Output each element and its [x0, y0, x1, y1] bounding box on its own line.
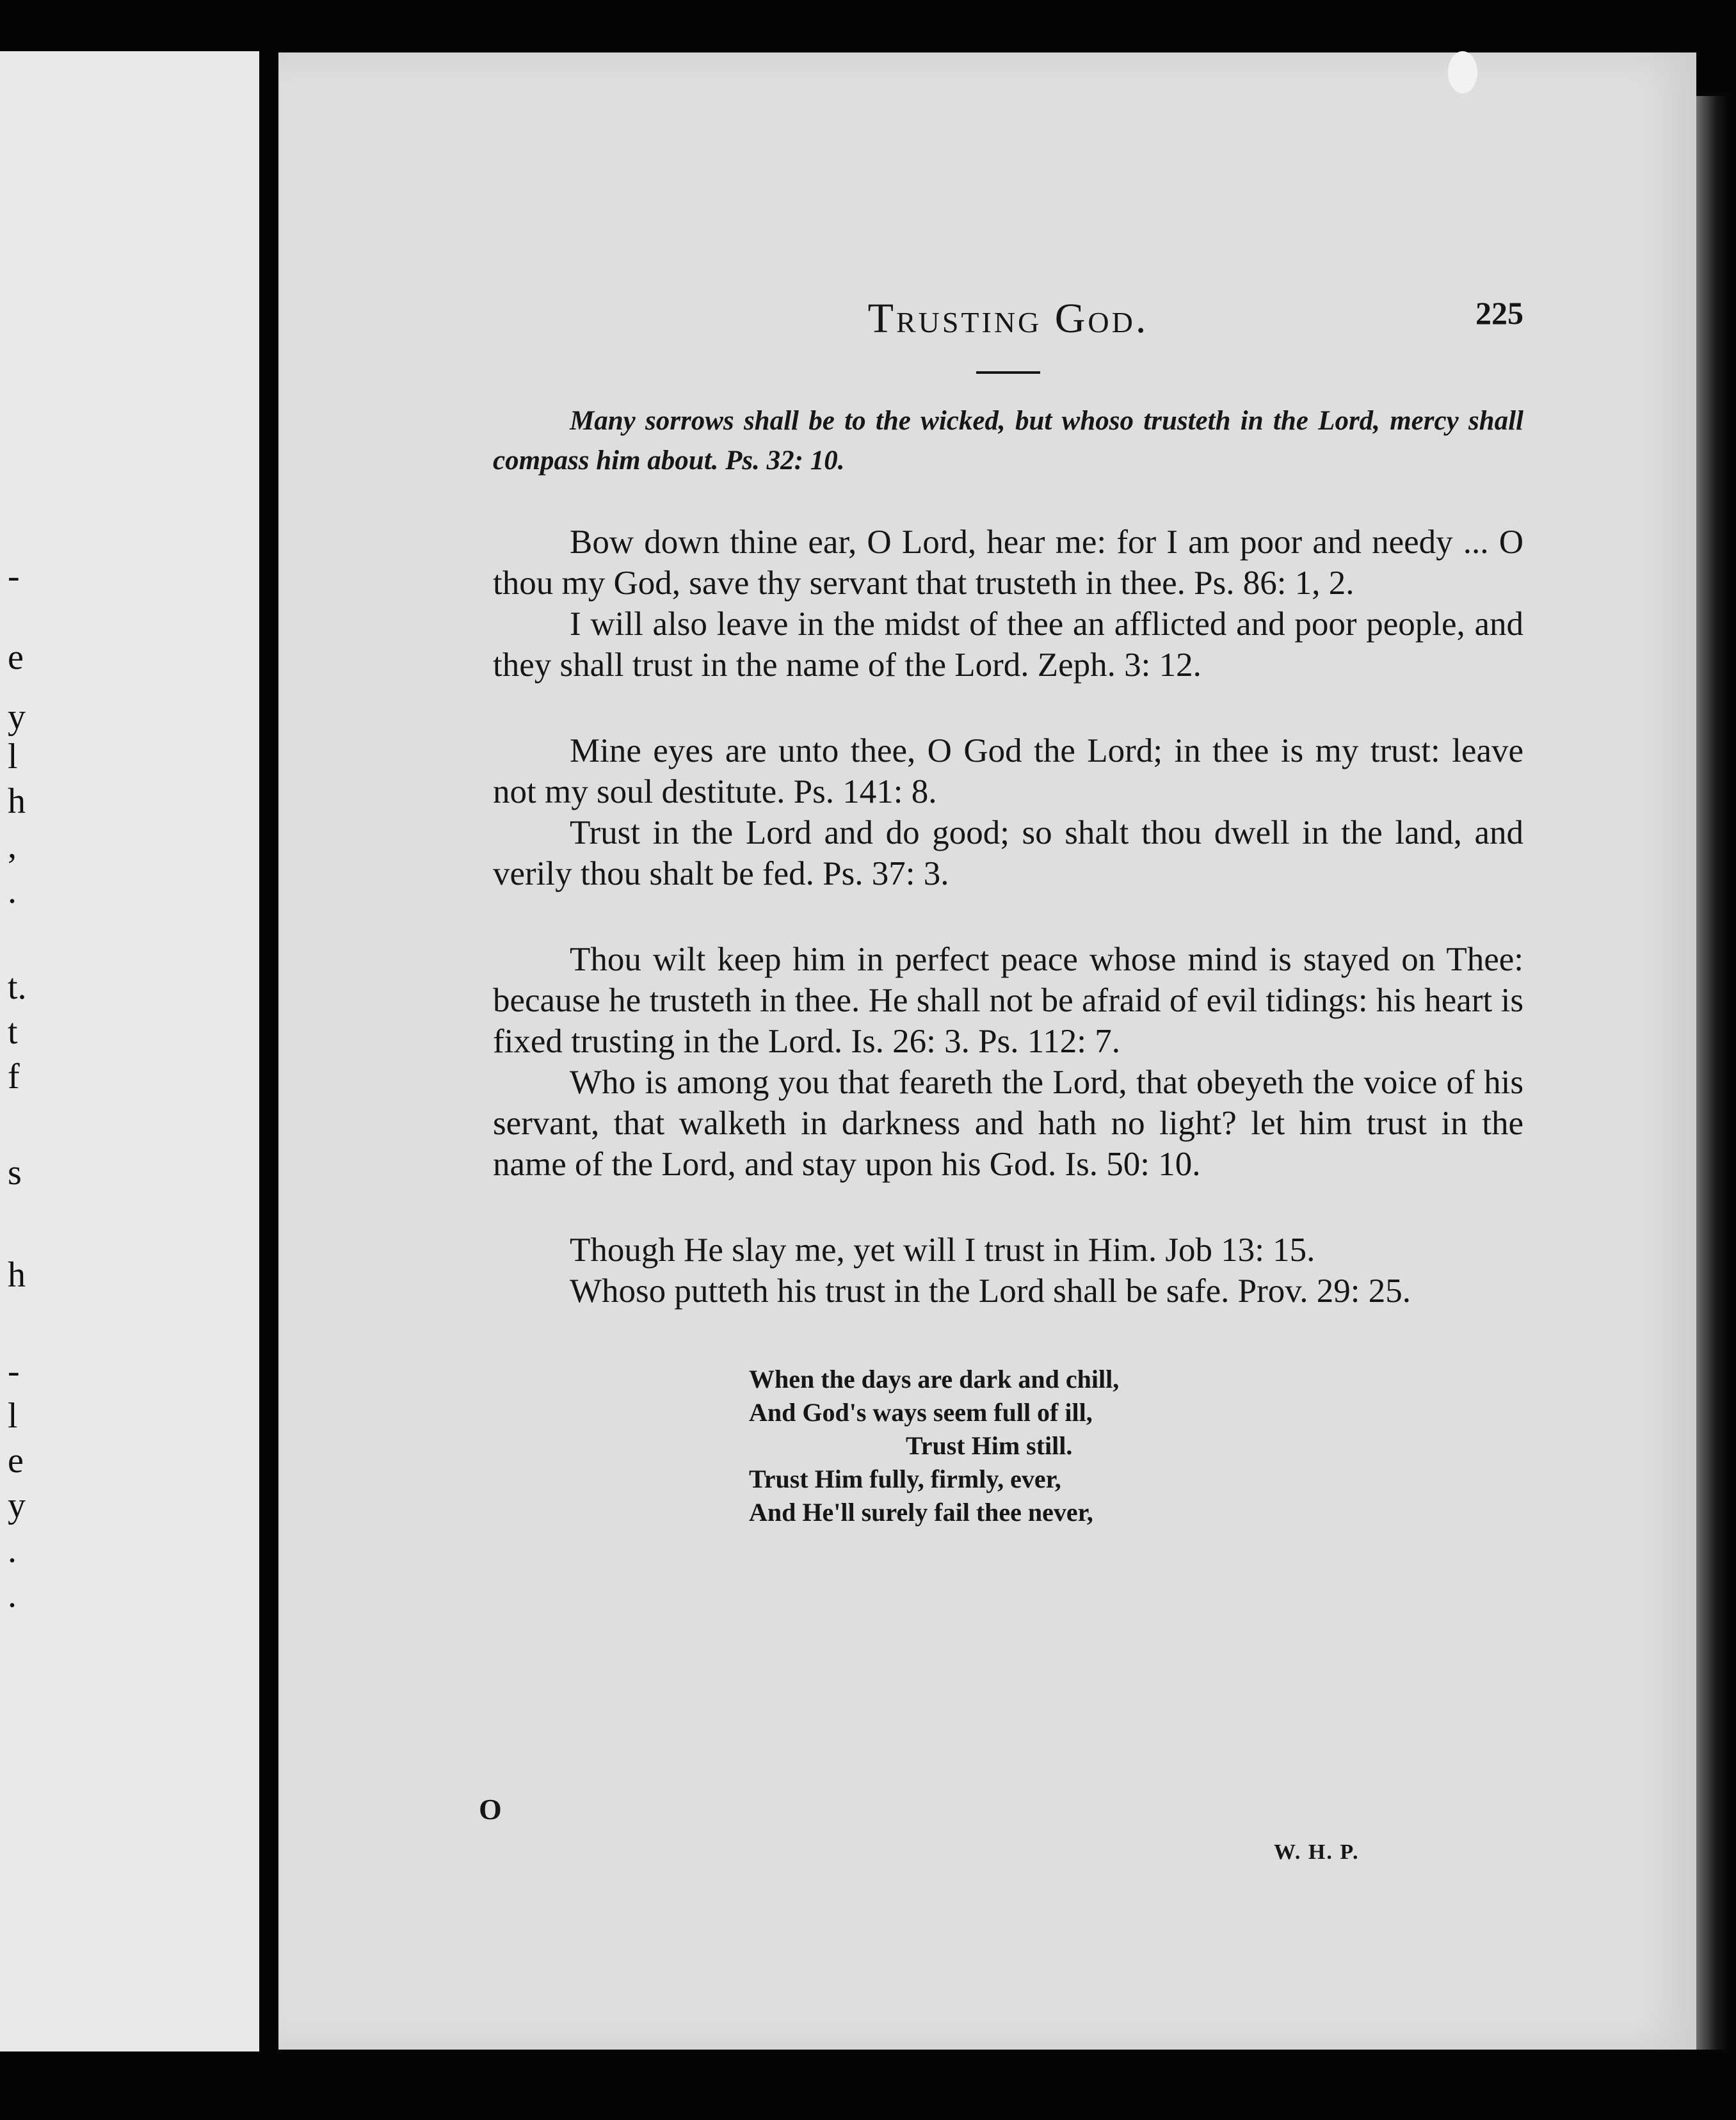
verse-paragraph: Bow down thine ear, O Lord, hear me: for I am poor and needy ... O thou my God, save thy servant that trusteth in thee. Ps. 86: 1, 2. — [493, 524, 1523, 602]
margin-fragment: y — [8, 697, 26, 737]
margin-fragment: t. — [8, 967, 27, 1007]
margin-fragment: y — [8, 1486, 26, 1525]
page-content — [493, 294, 1523, 1529]
margin-fragment: - — [8, 1351, 20, 1391]
verse-paragraph: I will also leave in the midst of thee an afflicted and poor people, and they shall trust in the name of the Lord. Zeph. 3: 12. — [493, 606, 1523, 684]
margin-fragment: f — [8, 1057, 20, 1096]
poem-line: And God's ways seem full of ill, — [749, 1398, 1093, 1427]
poem-line: When the days are dark and chill, — [749, 1365, 1120, 1393]
page-title: Trusting God. — [867, 295, 1149, 342]
poem-line: Trust Him still. — [906, 1431, 1073, 1460]
margin-fragment: . — [8, 1575, 17, 1615]
poem-line: Trust Him fully, firmly, ever, — [749, 1465, 1061, 1493]
binding-hole — [1448, 51, 1477, 93]
verse-paragraph: Whoso putteth his trust in the Lord shall be safe. Prov. 29: 25. — [570, 1273, 1411, 1310]
poem-line: And He'll surely fail thee never, — [749, 1498, 1093, 1527]
epigraph: Many sorrows shall be to the wicked, but whoso trusteth in the Lord, mercy shall compass him about. Ps. 32: 10. — [493, 406, 1523, 476]
verse-paragraph: Who is among you that feareth the Lord, that obeyeth the voice of his servant, that walketh in darkness and hath no light? let him trust in the name of the Lord, and stay upon his God. Is. 50: 10. — [493, 1064, 1523, 1183]
margin-fragment: - — [8, 556, 20, 596]
margin-fragment: e — [8, 638, 24, 677]
margin-fragment: l — [8, 737, 18, 776]
verse-paragraph: Trust in the Lord and do good; so shalt thou dwell in the land, and verily thou shalt be fed. Ps. 37: 3. — [493, 814, 1523, 892]
margin-fragment: t — [8, 1012, 18, 1052]
margin-fragment: h — [8, 1255, 26, 1295]
margin-fragment: e — [8, 1441, 24, 1481]
poem-author: W. H. P. — [1274, 1840, 1360, 1864]
page-edge-shadow — [1696, 96, 1728, 2055]
margin-fragment: s — [8, 1153, 22, 1192]
scan-border — [278, 2050, 1736, 2120]
verse-paragraph: Though He slay me, yet will I trust in Him. Job 13: 15. — [570, 1232, 1315, 1269]
paragraph-gap — [493, 686, 1523, 730]
printer-mark: O — [479, 1793, 502, 1826]
margin-fragment: h — [8, 782, 26, 821]
title-rule — [976, 371, 1040, 374]
margin-fragment: , — [8, 826, 17, 866]
page-number: 225 — [1475, 295, 1523, 331]
facing-page-edge — [0, 51, 259, 2052]
paragraph-gap — [493, 1185, 1523, 1230]
verse-paragraph: Thou wilt keep him in perfect peace whose mind is stayed on Thee: because he trusteth in thee. He shall not be afraid of evil tidings: his heart is fixed trusting in the Lord. Is. 26: 3. Ps. 112: 7. — [493, 941, 1523, 1060]
margin-fragment: . — [8, 871, 17, 911]
verse-paragraph: Mine eyes are unto thee, O God the Lord; in thee is my trust: leave not my soul destitute. Ps. 141: 8. — [493, 732, 1523, 810]
running-head — [493, 294, 1523, 371]
poem — [749, 1363, 1325, 1529]
paragraph-gap — [493, 894, 1523, 939]
margin-fragment: l — [8, 1396, 18, 1436]
margin-fragment: . — [8, 1530, 17, 1570]
